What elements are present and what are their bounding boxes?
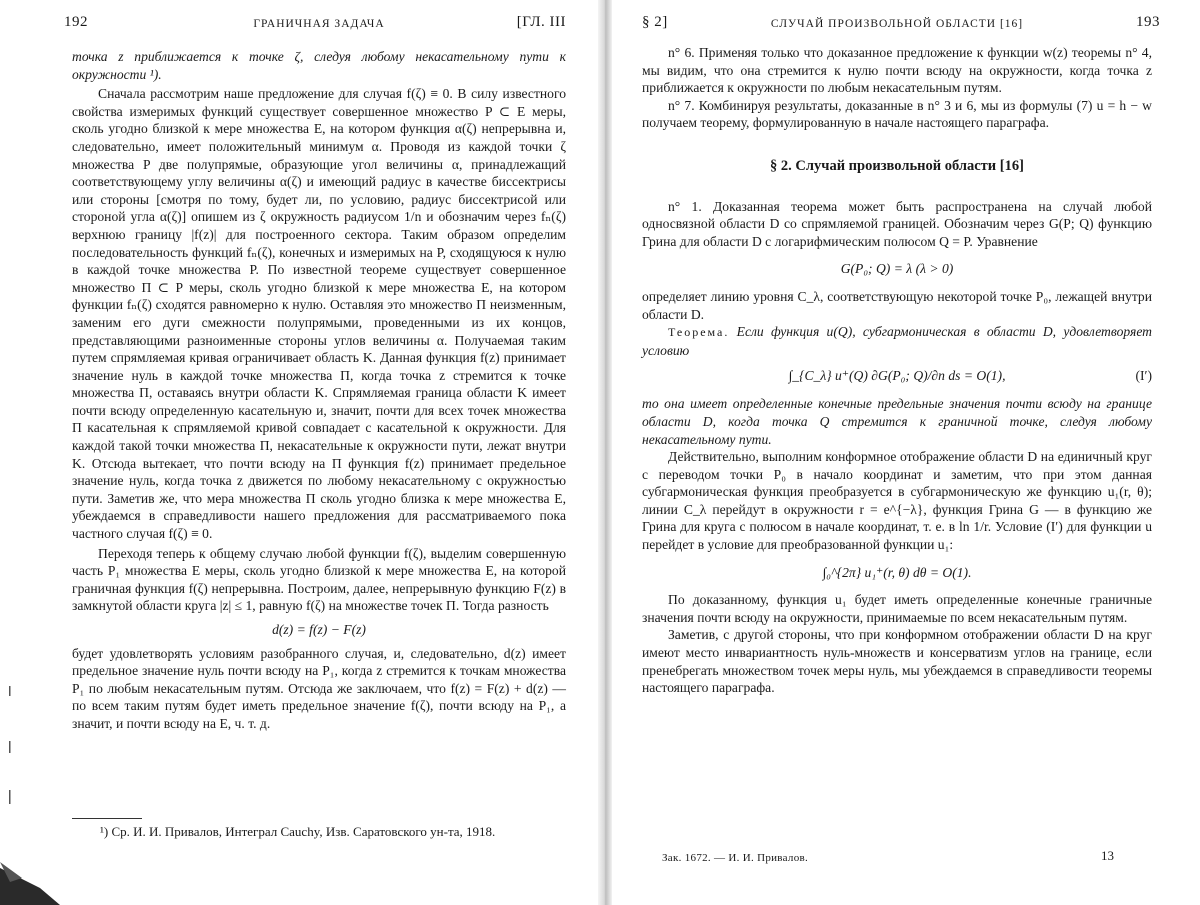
theorem-text: Если функция u(Q), субгармоническая в области D, удовлетворяет условию: [642, 324, 1152, 358]
right-page: [612, 0, 1200, 905]
formula-condition-tag: (I′): [1135, 368, 1152, 384]
theorem-statement: [642, 323, 1152, 359]
formula-integral-u1: ∫₀^{2π} u₁⁺(r, θ) dθ = O(1).: [822, 564, 972, 580]
right-paragraph-n7: n° 7. Комбинируя результаты, доказанные в n° 3 и 6, мы из формулы (7) u = h − w получаем теорему, формулированную в начале настоящего параграфа.: [642, 97, 1152, 131]
footnote: ¹) Ср. И. И. Привалов, Интеграл Cauchy, Изв. Саратовского ун-та, 1918.: [100, 824, 496, 839]
left-formula-difference: d(z) = f(z) − F(z): [272, 622, 366, 637]
right-paragraph-n6: n° 6. Применяя только что доказанное предложение к функции w(z) теоремы n° 4, мы видим, что она стремится к нулю почти всюду на окружности, когда точка z приближается к окружности по любым некасательным путям.: [642, 45, 1152, 96]
right-section-ref: § 2]: [642, 14, 668, 30]
left-paragraph-0: точка z приближается к точке ζ, следуя любому некасательному пути к окружности ¹).: [72, 49, 566, 82]
right-paragraph-proof: Действительно, выполним конформное отображение области D на единичный круг с переводом точки P₀ в начало координат и заметим, что при этом данная субгармоническая функция преобразуется в субгармоническую же функцию u₁(r, θ); линии C_λ перейдут в окружности r = e^{−λ}, функция Грина G — в функцию же Грина для круга с полюсом в начале координат, т. е. в ln 1/r. Условие (I′) для функции u перейдет в условие для преобразованной функции u₁:: [642, 449, 1152, 553]
right-running-title: СЛУЧАЙ ПРОИЗВОЛЬНОЙ ОБЛАСТИ [16]: [770, 18, 1024, 30]
theorem-conclusion: то она имеет определенные конечные предельные значения почти всюду на границе области D, когда точка Q стремится к граничной точке, следуя любому некасательному пути.: [642, 396, 1152, 447]
section-title: § 2. Случай произвольной области [16]: [770, 157, 1024, 174]
left-running-title: ГРАНИЧНАЯ ЗАДАЧА: [253, 18, 385, 30]
right-paragraph-intro: n° 1. Доказанная теорема может быть распространена на случай любой односвязной области D со спрямляемой границей. Обозначим через G(P; Q) функцию Грина для области D с логарифмическим полюсом Q = P. Уравнение: [642, 198, 1152, 249]
right-body: [642, 44, 1152, 697]
left-page-number: 192: [64, 14, 88, 30]
formula-level-line: G(P₀; Q) = λ (λ > 0): [840, 261, 954, 277]
right-page-number: 193: [1136, 14, 1160, 30]
footnote-rule: [72, 818, 142, 819]
left-paragraph-4: будет удовлетворять условиям разобранного случая, и, следовательно, d(z) имеет предельное значение нуль почти всюду на P₁, когда z стремится к точкам множества P₁ по любым некасательным путям. Отсюда же заключаем, что f(z) = F(z) + d(z) — по всем таким путям будет иметь предельное значение f(ζ), почти всюду на P₁, а значит, и почти всюду на E, ч. т. д.: [72, 645, 566, 731]
theorem-label: Теорема.: [668, 325, 730, 340]
book-gutter: [598, 0, 612, 905]
left-body: [72, 48, 566, 733]
right-paragraph-conclusion: Заметив, с другой стороны, что при конформном отображении области D на круг имеют место инвариантность нуль-множеств и консерватизм углов на границе, если пренебрегать множеством точек меры нуль, мы убеждаемся в справедливости теоремы настоящего параграфа.: [642, 627, 1152, 696]
sheet-number: 13: [1101, 848, 1114, 863]
scan-artifact: [0, 858, 70, 905]
left-paragraph-1: Сначала рассмотрим наше предложение для случая f(ζ) ≡ 0. В силу известного свойства измеримых функций существует совершенное множество P ⊂ E меры, сколь угодно близкой к мере множества E, на котором функция α(ζ) непрерывна и, следовательно, имеет положительный минимум α. Проводя из каждой точки ζ множества P две полупрямые, образующие угол величины α, принадлежащий соответствующему углу величины α(ζ) и имеющий радиус в качестве биссектрисы или стороны [смотря по тому, будет ли, по условию, радиус биссектрисой или стороной угла α(ζ)] опишем из ζ окружность радиусом 1/n и обозначим через fₙ(ζ) верхнюю границу |f(z)| для построенного сектора. Таким образом определим последовательность функций fₙ(ζ), конечных и измеримых на P, сходящуюся к нулю в каждой точке множества P. По известной теореме существует совершенное множество Π ⊂ P меры, сколь угодно близкой к мере множества E, на котором функции fₙ(ζ) сходятся равномерно к нулю. Оставляя это множество Π неизменным, заменим его дуги смежности полупрямыми, проведенными из их концов, представляющими разноименные стороны углов величины α. Получаемая таким путем спрямляемая кривая ограничивает область K. Данная функция f(z) принимает значение нуль в каждой точке множества Π, когда точка z стремится к точке множества Π, оставаясь внутри области K. Спрямляемая граница области K имеет почти всюду определенную касательную и, значит, почти для всех точек множества Π касательная к спрямляемой кривой совпадает с касательной к окружности. Для каждой такой точки множества Π, некасательные к окружности пути, лежат внутри K. Отсюда вытекает, что почти всюду на Π функция f(z) принимает предельное значение нуль, когда точка z движется по любому некасательному с окружностью пути. Заметив же, что мера множества Π сколь угодно близка к мере множества E, убеждаемся в справедливости нашего предложения для рассматриваемого пока частного случая f(ζ) ≡ 0.: [72, 86, 566, 542]
margin-marks: [8, 686, 12, 806]
left-page: [0, 0, 598, 905]
right-paragraph-level: определяет линию уровня C_λ, соответствующую некоторой точке P₀, лежащей внутри области D.: [642, 288, 1152, 322]
formula-condition-row: [642, 367, 1152, 389]
left-paragraph-2: Переходя теперь к общему случаю любой функции f(ζ), выделим совершенную часть P₁ множества E меры, сколь угодно близкой к мере множества E, на которой граничная функция f(ζ) непрерывна. Построим, далее, непрерывную функцию F(z) в замкнутой области круга |z| ≤ 1, равную f(ζ) на множестве точек Π. Тогда разность: [72, 545, 566, 614]
printer-signature: Зак. 1672. — И. И. Привалов.: [662, 852, 809, 864]
right-paragraph-boundary: По доказанному, функция u₁ будет иметь определенные конечные граничные значения почти всюду на окружности, принимаемые по всем некасательным путям.: [642, 592, 1152, 625]
formula-condition: ∫_{C_λ} u⁺(Q) ∂G(P₀; Q)/∂n ds = O(1),: [788, 368, 1006, 384]
left-chapter-ref: [ГЛ. III: [516, 14, 566, 30]
